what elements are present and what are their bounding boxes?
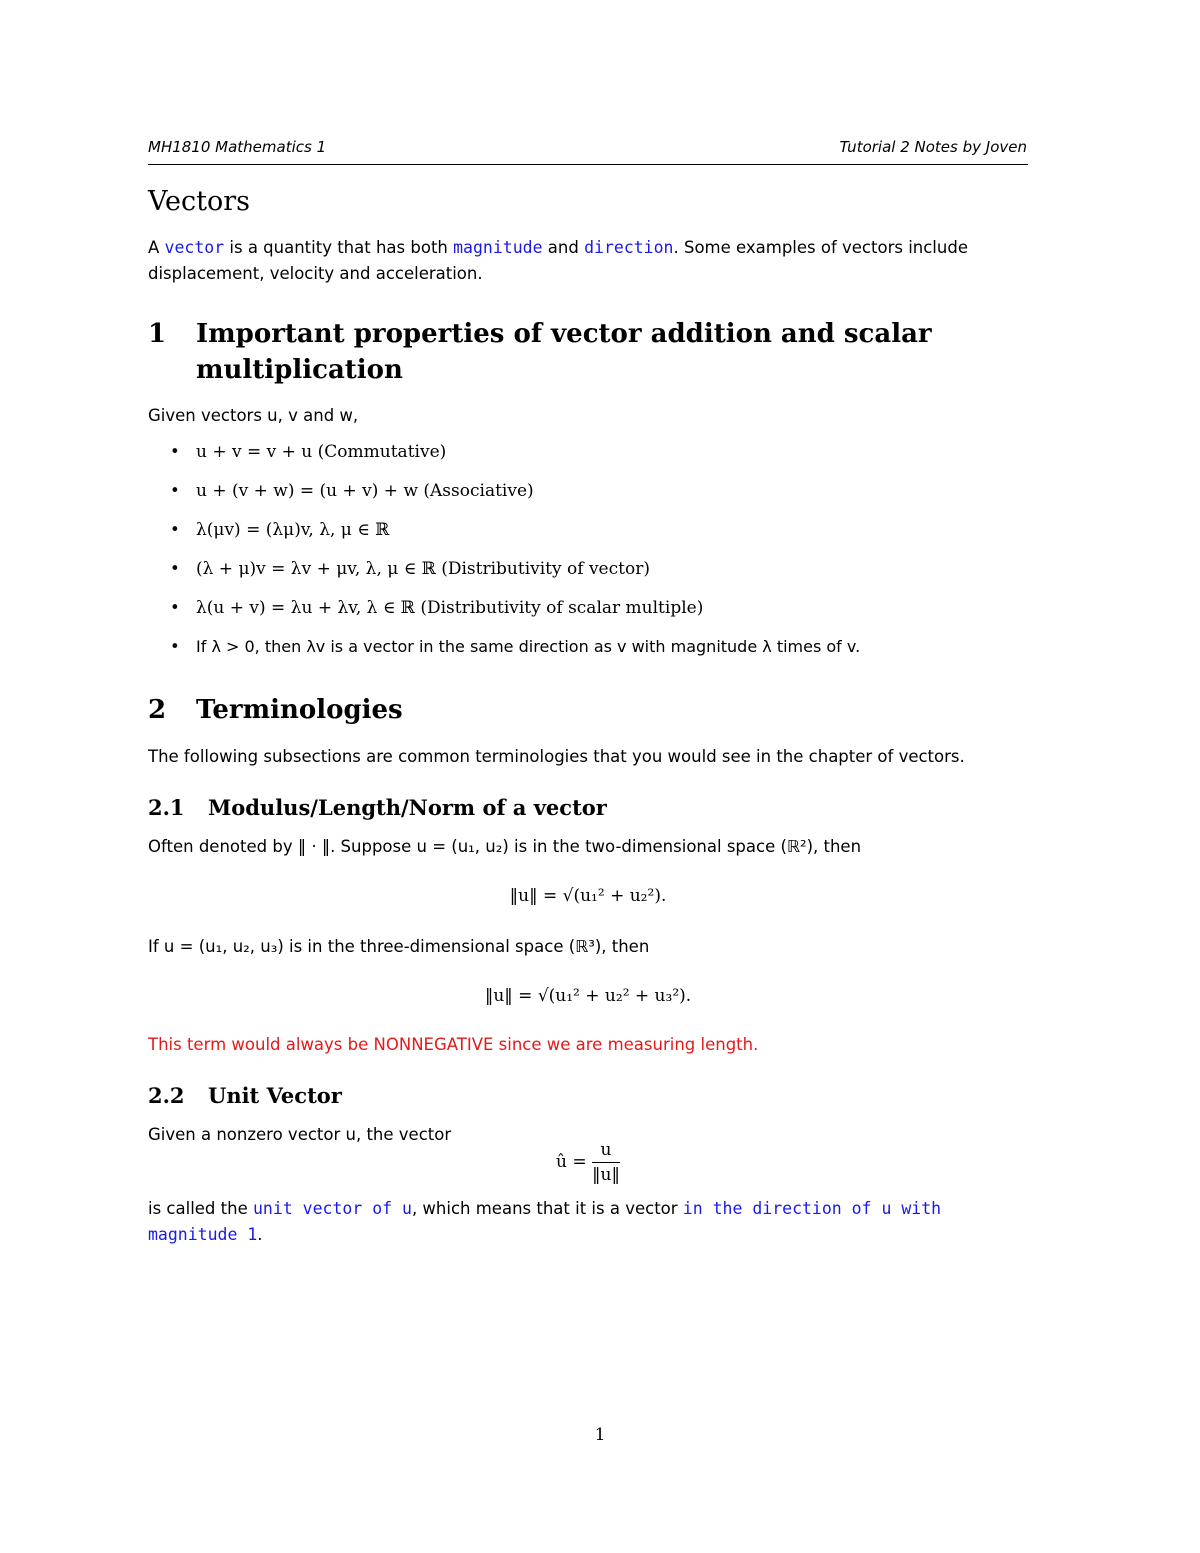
running-header-left: MH1810 Mathematics 1 <box>148 138 327 156</box>
fraction-denominator: ‖u‖ <box>592 1165 620 1185</box>
section-2-lead: The following subsections are common terminologies that you would see in the chapter of vectors. <box>148 747 965 766</box>
term-direction: direction <box>584 238 674 257</box>
unit-vector-explanation <box>148 1196 1028 1248</box>
section-2-heading <box>148 692 1028 728</box>
term-magnitude: magnitude <box>453 238 543 257</box>
norm-equation-3d: ‖u‖ = √(u₁² + u₂² + u₃²). <box>484 986 692 1006</box>
subsection-2-2-title: Unit Vector <box>208 1083 342 1108</box>
intro-text-2: is a quantity that has both <box>224 238 454 257</box>
term-vector: vector <box>164 238 225 257</box>
intro-paragraph <box>148 235 1028 287</box>
unit-vector-equation <box>148 1140 1028 1185</box>
intro-text-1: A <box>148 238 165 257</box>
norm-definition-2d: Often denoted by ‖ · ‖. Suppose u = (u₁, u₂) is in the two-dimensional space (ℝ²), then <box>148 837 862 856</box>
unit-text-2: , which means that it is a vector <box>411 1199 683 1218</box>
intro-text-3: and <box>542 238 585 257</box>
section-2-number: 2 <box>148 695 167 725</box>
intro-text-4: . Some examples of vectors include displacement, velocity and acceleration. <box>148 238 968 283</box>
subsection-2-2-number: 2.2 <box>148 1083 185 1108</box>
norm-equation-2d: ‖u‖ = √(u₁² + u₂²). <box>509 886 667 906</box>
subsection-2-2-heading <box>148 1083 1028 1111</box>
running-header-right: Tutorial 2 Notes by Joven <box>839 138 1027 156</box>
term-direction-magnitude: in the direction of u with magnitude 1 <box>148 1199 942 1244</box>
subsection-2-1-title: Modulus/Length/Norm of a vector <box>208 795 607 820</box>
norm-definition-3d: If u = (u₁, u₂, u₃) is in the three-dimensional space (ℝ³), then <box>148 937 650 956</box>
fraction-numerator: u <box>592 1140 620 1163</box>
unit-text-1: is called the <box>148 1199 253 1218</box>
subsection-2-1-number: 2.1 <box>148 795 185 820</box>
unit-vector-fraction <box>592 1140 620 1185</box>
unit-vector-lead: Given a nonzero vector u, the vector <box>148 1125 452 1144</box>
subsection-2-1-heading <box>148 795 1028 823</box>
section-1-number: 1 <box>148 319 167 349</box>
section-1-title: Important properties of vector addition and scalar multiplication <box>196 319 932 385</box>
section-2-title: Terminologies <box>196 695 403 725</box>
unit-text-3: . <box>257 1225 263 1244</box>
page-number: 1 <box>594 1425 606 1445</box>
unit-vector-lhs: û = <box>556 1152 593 1172</box>
section-1-heading <box>148 316 1028 388</box>
page-title: Vectors <box>148 186 250 217</box>
header-rule <box>148 164 1028 165</box>
nonnegative-note: This term would always be NONNEGATIVE since we are measuring length. <box>148 1035 759 1054</box>
term-unit-vector: unit vector of u <box>252 1199 412 1218</box>
section-1-lead: Given vectors u, v and w, <box>148 406 359 425</box>
